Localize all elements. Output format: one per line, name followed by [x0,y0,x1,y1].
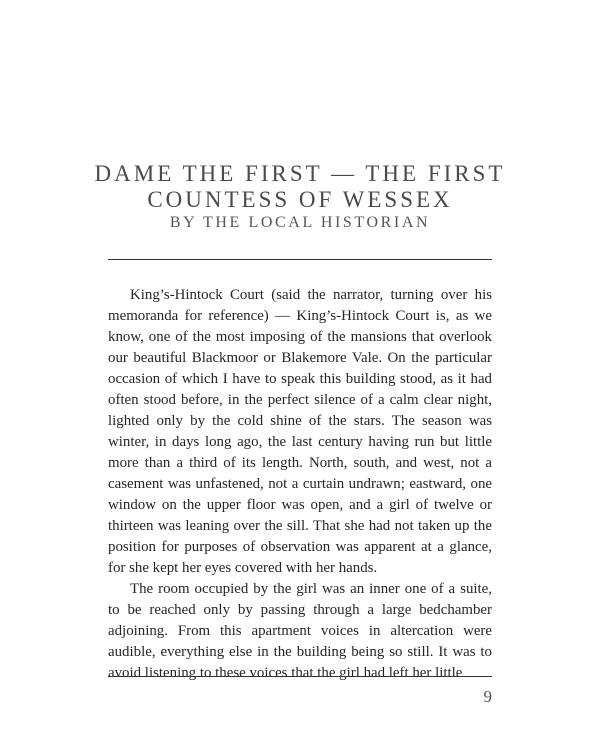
top-rule [108,259,492,260]
page-number: 9 [483,687,492,706]
chapter-title-line-1: DAME THE FIRST — THE FIRST [94,161,506,186]
bottom-rule [108,676,492,677]
body-text [108,285,492,684]
chapter-title-line-2: COUNTESS OF WESSEX [147,187,453,212]
paragraph-2: The room occupied by the girl was an inner one of a suite, to be reached only by passing through a large bedchamber adjoining. From this apartment voices in altercation were audible, everything else in the building being so still. It was to avoid listening to these voices that the girl had left her little [108,581,492,681]
chapter-byline: BY THE LOCAL HISTORIAN [169,214,431,231]
paragraph-1: King’s-Hintock Court (said the narrator, turning over his memoranda for reference) — King’s-Hintock Court is, as we know, one of the most imposing of the mansions that overlook our beautiful Blackmoor or Blakemore Vale. On the particular occasion of which I have to speak this building stood, as it had often stood before, in the perfect silence of a calm clear night, lighted only by the cold shine of the stars. The season was winter, in days long ago, the last century having run but little more than a third of its length. North, south, and west, not a casement was unfastened, not a curtain undrawn; eastward, one window on the upper floor was open, and a girl of twelve or thirteen was leaning over the sill. That she had not taken up the position for purposes of observation was apparent at a glance, for she kept her eyes covered with her hands. [108,287,492,576]
